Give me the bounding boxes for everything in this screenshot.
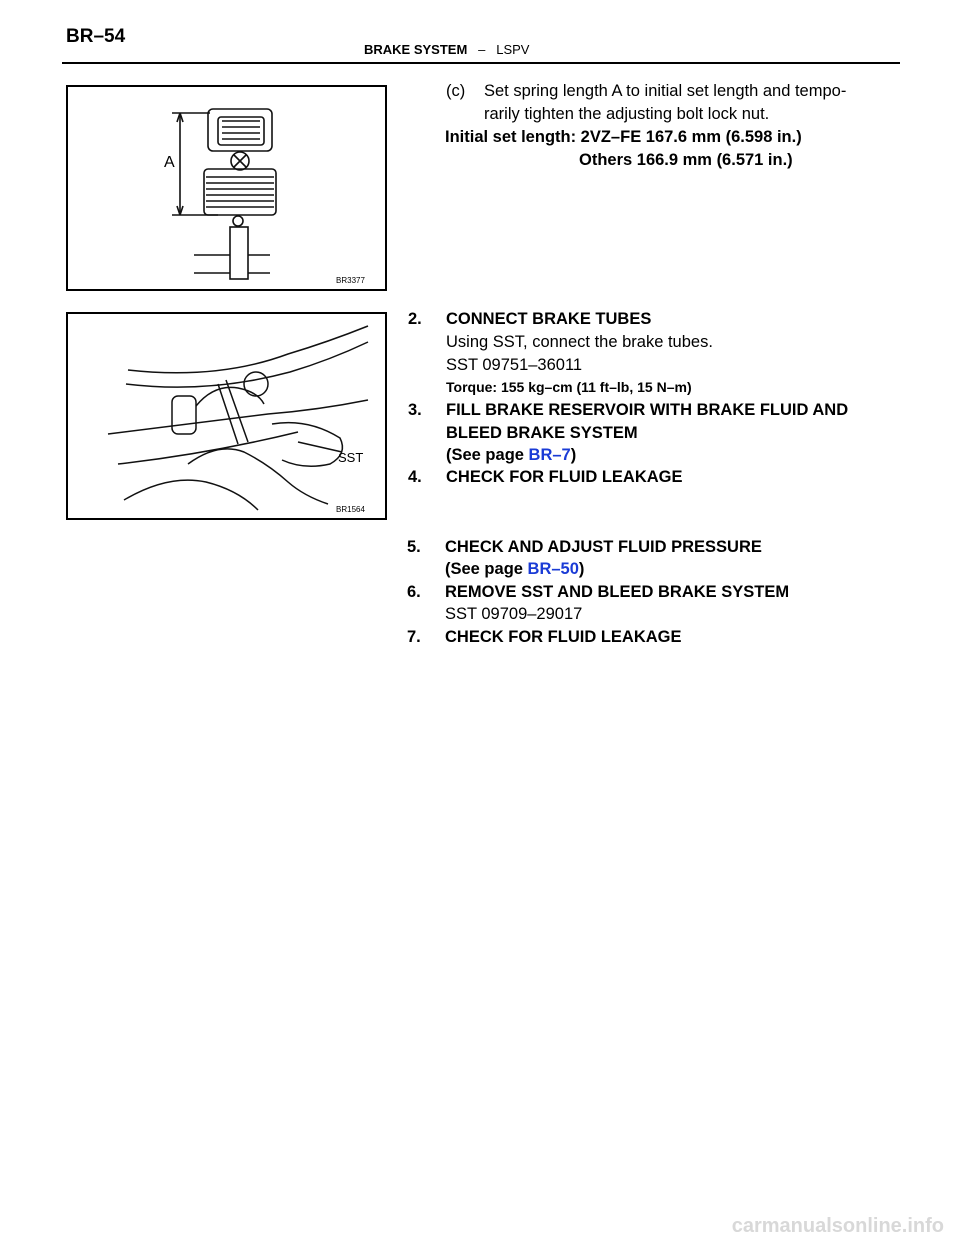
step-6-title-text: REMOVE SST AND BLEED BRAKE SYSTEM [445, 583, 790, 601]
step-3-number: 3. [408, 401, 422, 419]
step-6-title [407, 581, 789, 603]
figure-code-2: BR1564 [336, 505, 365, 514]
step-4-title-text: CHECK FOR FLUID LEAKAGE [446, 468, 683, 486]
step-2-title [408, 308, 651, 330]
see-page-prefix: (See page [446, 446, 529, 464]
see-page-suffix: ) [570, 446, 577, 464]
step-c-text-2: rarily tighten the adjusting bolt lock nut. [484, 105, 770, 123]
header-dash: – [478, 42, 486, 57]
step-3-title-2: BLEED BRAKE SYSTEM [446, 424, 638, 442]
header-rule [62, 62, 900, 64]
spec-others-length: Others 166.9 mm (6.571 in.) [579, 151, 793, 169]
step-7-number: 7. [407, 628, 421, 646]
figure-spring-length [66, 85, 387, 291]
connect-tubes-illustration [68, 314, 385, 518]
page-number: BR–54 [66, 26, 126, 47]
link-br-50[interactable]: BR–50 [527, 560, 579, 578]
step-c-marker: (c) [446, 82, 466, 100]
step-5-see-page [445, 558, 584, 580]
subsection-title: LSPV [496, 42, 530, 57]
spec-initial-length: Initial set length: 2VZ–FE 167.6 mm (6.598 in.) [445, 128, 802, 146]
step-2-torque: Torque: 155 kg–cm (11 ft–lb, 15 N–m) [446, 379, 692, 395]
step-6-sst: SST 09709–29017 [445, 605, 583, 623]
link-br-7[interactable]: BR–7 [528, 446, 571, 464]
step-7-title-text: CHECK FOR FLUID LEAKAGE [445, 628, 682, 646]
running-header [364, 42, 529, 57]
step-2-sst: SST 09751–36011 [446, 356, 583, 374]
step-2-body: Using SST, connect the brake tubes. [446, 333, 713, 351]
label-sst: SST [338, 450, 364, 465]
spring-length-illustration [68, 87, 385, 289]
label-a: A [164, 154, 175, 171]
section-title: BRAKE SYSTEM [364, 42, 468, 57]
step-5-number: 5. [407, 538, 421, 556]
step-2-number: 2. [408, 310, 422, 328]
step-3-title-1 [408, 399, 848, 421]
step-3-title-text-1: FILL BRAKE RESERVOIR WITH BRAKE FLUID AND [446, 401, 849, 419]
step-4-number: 4. [408, 468, 422, 486]
step-5-title [407, 536, 762, 558]
step-c-line-1 [446, 80, 846, 102]
step-6-number: 6. [407, 583, 421, 601]
figure-connect-tubes [66, 312, 387, 520]
see-page-prefix: (See page [445, 560, 528, 578]
step-c-text-1: Set spring length A to initial set length and tempo- [484, 82, 847, 100]
step-5-title-text: CHECK AND ADJUST FLUID PRESSURE [445, 538, 762, 556]
step-2-title-text: CONNECT BRAKE TUBES [446, 310, 652, 328]
step-7-title [407, 626, 682, 648]
figure-code-1: BR3377 [336, 276, 365, 285]
watermark: carmanualsonline.info [731, 1215, 944, 1237]
step-3-see-page [446, 444, 576, 466]
step-4-title [408, 466, 683, 488]
see-page-suffix: ) [578, 560, 585, 578]
